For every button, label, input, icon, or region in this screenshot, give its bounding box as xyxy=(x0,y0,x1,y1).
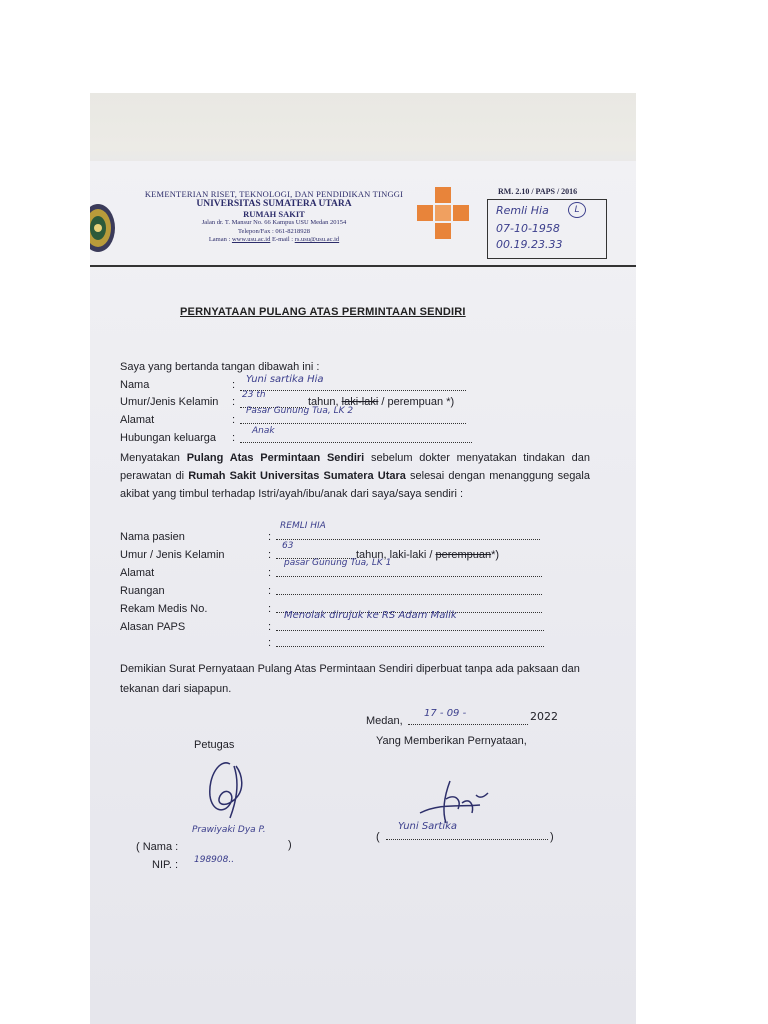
hospital-web-line xyxy=(124,236,424,245)
giver-label: Yang Memberikan Pernyataan, xyxy=(376,735,527,747)
colon: : xyxy=(268,567,272,579)
patient-address-label: Alamat xyxy=(120,567,155,579)
colon: : xyxy=(232,379,236,391)
place-label: Medan, xyxy=(366,715,403,727)
colon: : xyxy=(268,603,272,615)
colon: : xyxy=(268,549,272,561)
date-value: 17 - 09 - xyxy=(424,708,467,719)
patient-label-box xyxy=(487,199,607,259)
form-paper xyxy=(90,161,636,1024)
ministry-name: KEMENTERIAN RISET, TEKNOLOGI, DAN PENDIDIKAN TINGGI xyxy=(144,189,404,199)
patient-room-line xyxy=(276,584,542,595)
email-label: E-mail : xyxy=(270,236,295,243)
colon: : xyxy=(268,585,272,597)
nip-value: 198908.. xyxy=(194,855,235,865)
year-value: 2022 xyxy=(530,710,558,723)
email-link[interactable]: rs.usu@usu.ac.id xyxy=(294,236,340,243)
web-link[interactable]: www.usu.ac.id xyxy=(231,236,271,243)
colon: : xyxy=(232,414,236,426)
officer-label: Petugas xyxy=(194,739,235,751)
signer-age-value: 23 th xyxy=(242,390,266,400)
colon: : xyxy=(232,396,236,408)
university-name: UNIVERSITAS SUMATERA UTARA xyxy=(196,199,352,209)
intro-text: Saya yang bertanda tangan dibawah ini : xyxy=(120,361,320,373)
signer-address-value: Pasar Gunung Tua, LK 2 xyxy=(246,406,354,416)
officer-name-label: ( Nama : xyxy=(136,841,179,853)
header-divider xyxy=(90,265,636,267)
signer-address-label: Alamat xyxy=(120,414,155,426)
web-label: Laman : xyxy=(208,236,232,243)
officer-name-value: Prawiyaki Dya P. xyxy=(192,825,266,835)
statement-paragraph: Menyatakan Pulang Atas Permintaan Sendiri sebelum dokter menyatakan tindakan dan perawatan di Rumah Sakit Universitas Sumatera Utara selesai dengan menanggung segala akibat yang timbul terhadap Istri/ayah/ibu/anak dari saya/saya sendiri : xyxy=(120,452,590,500)
hospital-phone: Telepon/Fax : 061-8218928 xyxy=(237,227,311,235)
patient-record-label: Rekam Medis No. xyxy=(120,603,208,615)
colon: : xyxy=(232,432,236,444)
patient-address-value: pasar Gunung Tua, LK 1 xyxy=(284,558,392,568)
signer-relation-label: Hubungan keluarga xyxy=(120,432,217,444)
signer-name-label: Nama xyxy=(120,379,150,391)
paren-open: ( xyxy=(376,831,380,843)
paps-reason-line-2 xyxy=(276,636,544,647)
colon: : xyxy=(268,531,272,543)
paren-close: ) xyxy=(550,831,554,843)
nip-label: NIP. : xyxy=(152,859,179,871)
officer-signature-icon xyxy=(190,756,280,826)
paps-reason-line xyxy=(276,620,544,631)
patient-age-label: Umur / Jenis Kelamin xyxy=(120,549,225,561)
hospital-cross-icon xyxy=(415,185,471,241)
paps-reason-value: Menolak dirujuk ke RS Adam Malik xyxy=(284,610,457,621)
form-code: RM. 2.10 / PAPS / 2016 xyxy=(498,187,578,196)
patient-label-number: 00.19.23.33 xyxy=(496,238,563,251)
colon: : xyxy=(268,621,272,633)
signer-sex-options: tahun, laki-laki / perempuan *) xyxy=(308,396,455,408)
hospital-address: Jalan dr. T. Mansur No. 66 Kampus USU Medan 20154 xyxy=(201,219,347,226)
closing-paragraph: Demikian Surat Pernyataan Pulang Atas Permintaan Sendiri diperbuat tanpa ada paksaan dan tekanan dari siapapun. xyxy=(120,663,580,695)
colon: : xyxy=(268,637,272,649)
paps-reason-label: Alasan PAPS xyxy=(120,621,186,633)
signer-name-value: Yuni sartika Hia xyxy=(246,374,324,385)
signer-age-label: Umur/Jenis Kelamin xyxy=(120,396,219,408)
patient-age-value: 63 xyxy=(282,541,294,551)
patient-label-name: Remli Hia xyxy=(496,204,549,217)
hospital-name: RUMAH SAKIT xyxy=(243,209,305,219)
document-title: PERNYATAAN PULANG ATAS PERMINTAAN SENDIRI xyxy=(180,306,466,318)
giver-name-value: Yuni Sartika xyxy=(398,821,458,832)
patient-label-sex: L xyxy=(568,202,586,218)
paren-close: ) xyxy=(288,839,292,851)
photo-background xyxy=(90,93,636,1024)
patient-name-label: Nama pasien xyxy=(120,531,185,543)
patient-sex-options: tahun, laki-laki / perempuan*) xyxy=(356,549,500,561)
patient-room-label: Ruangan xyxy=(120,585,165,597)
university-logo-icon xyxy=(90,201,118,255)
patient-name-value: REMLI HIA xyxy=(280,521,326,531)
patient-label-dob: 07-10-1958 xyxy=(496,222,560,235)
signer-relation-value: Anak xyxy=(252,426,275,436)
letterhead xyxy=(124,189,424,245)
